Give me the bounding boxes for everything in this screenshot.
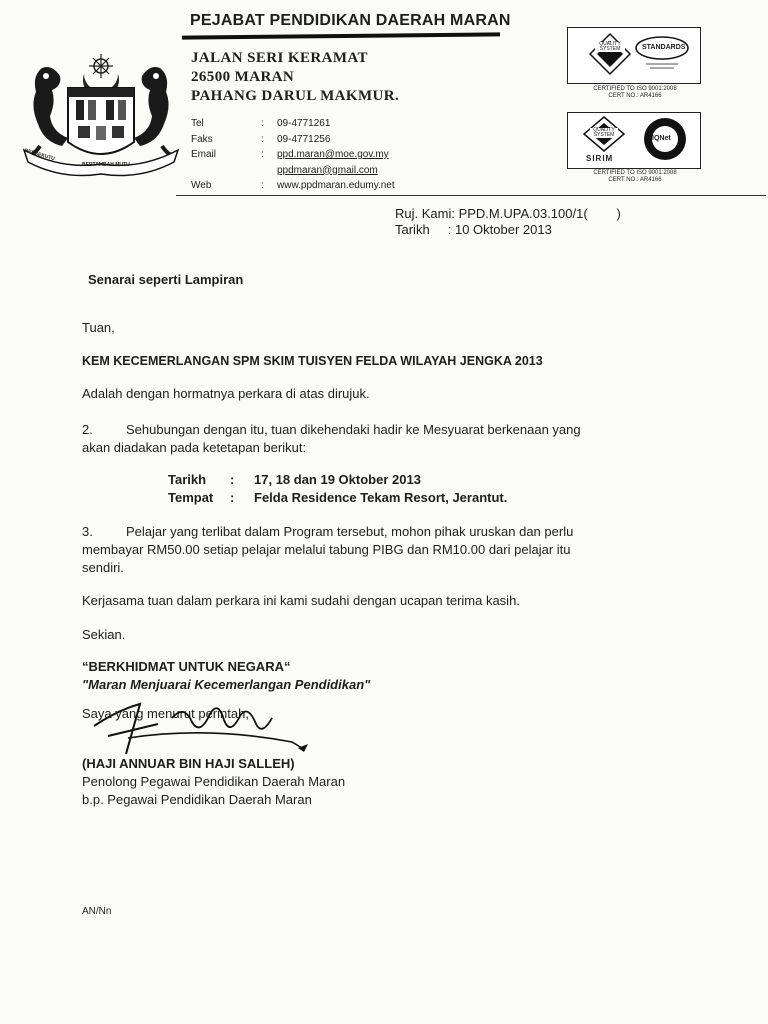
meeting-date-value: 17, 18 dan 19 Oktober 2013 <box>254 472 421 487</box>
badge-right-text: STANDARDS <box>642 44 686 51</box>
office-name: PEJABAT PENDIDIKAN DAERAH MARAN <box>190 12 511 29</box>
cert-badge-iqnet <box>567 112 701 169</box>
crest-ribbon-right-text: BERTAMBAH MUTU <box>82 162 130 168</box>
paragraph-3-line-3: sendiri. <box>82 560 124 575</box>
contact-label: Email <box>191 149 217 160</box>
signatory-title-2: b.p. Pegawai Pendidikan Daerah Maran <box>82 792 312 807</box>
subject-line: KEM KECEMERLANGAN SPM SKIM TUISYEN FELDA WILAYAH JENGKA 2013 <box>82 354 543 368</box>
badge-left-text: QUALITY SYSTEM <box>595 42 625 52</box>
closing: Sekian. <box>82 627 126 642</box>
motto-2: "Maran Menjuarai Kecemerlangan Pendidikan" <box>82 677 371 692</box>
quality-system-diamond-icon <box>588 32 632 76</box>
contact-value: 09-4771261 <box>277 118 331 129</box>
paragraph-3-line-2: membayar RM50.00 setiap pelajar melalui tabung PIBG dan RM10.00 dari pelajar itu <box>82 542 571 557</box>
badge-right-text: IQNet <box>652 135 671 142</box>
motto-1: “BERKHIDMAT UNTUK NEGARA“ <box>82 659 291 674</box>
contact-label: Faks <box>191 133 213 145</box>
paragraph-2-number: 2. <box>82 422 93 437</box>
paragraph-1: Adalah dengan hormatnya perkara di atas dirujuk. <box>82 386 370 401</box>
signatory-title-1: Penolong Pegawai Pendidikan Daerah Maran <box>82 774 346 789</box>
contact-email-2 <box>191 163 395 179</box>
cert2-number: CERT NO.: AR4166 <box>608 177 662 183</box>
signatory-name: (HAJI ANNUAR BIN HAJI SALLEH) <box>82 756 295 771</box>
signature-scribble <box>88 696 318 758</box>
badge-left-subtext: SIRIM <box>586 154 614 163</box>
standards-oval-icon <box>634 34 690 74</box>
meeting-venue-row: Tempat : Felda Residence Tekam Resort, Jerantut. <box>168 490 508 505</box>
paragraph-2-line-1: Sehubungan dengan itu, tuan dikehendaki hadir ke Mesyuarat berkenaan yang <box>126 422 581 437</box>
contact-label: Web <box>191 180 212 191</box>
paragraph-3-line-1: Pelajar yang terlibat dalam Program tersebut, mohon pihak uruskan dan perlu <box>126 524 574 539</box>
sign-intro: Saya yang menurut perintah, <box>82 706 249 721</box>
salutation: Tuan, <box>82 320 115 335</box>
address-line-3: PAHANG DARUL MAKMUR. <box>191 88 400 104</box>
cert1-caption: CERTIFIED TO ISO 9001:2008 <box>593 86 677 92</box>
coat-of-arms-logo <box>22 46 180 181</box>
cert2-caption: CERTIFIED TO ISO 9001:2008 <box>593 170 677 176</box>
paragraph-2-line-2: akan diadakan pada ketetapan berikut: <box>82 440 307 455</box>
reference-number: Ruj. Kami: PPD.M.UPA.03.100/1( ) <box>395 206 621 221</box>
contact-tel: Tel : 09-4771261 <box>191 116 395 132</box>
contact-fax: Faks : 09-4771256 <box>191 132 395 148</box>
contact-web: Web : www.ppdmaran.edumy.net <box>191 178 395 194</box>
meeting-venue-label: Tempat <box>168 490 214 505</box>
badge-left-text: QUALITY SYSTEM <box>590 128 618 138</box>
contact-value: 09-4771256 <box>277 133 331 145</box>
email-link-2[interactable]: ppdmaran@gmail.com <box>277 164 378 176</box>
web-link[interactable]: www.ppdmaran.edumy.net <box>277 180 395 191</box>
crest-ribbon-left-text: BERSEKUTU <box>23 147 56 163</box>
cert1-number: CERT NO.: AR4166 <box>608 93 662 99</box>
address-line-2: 26500 MARAN <box>191 69 295 85</box>
meeting-date-row: Tarikh : 17, 18 dan 19 Oktober 2013 <box>168 472 421 487</box>
paragraph-4: Kerjasama tuan dalam perkara ini kami sudahi dengan ucapan terima kasih. <box>82 593 520 608</box>
contact-block <box>191 116 395 194</box>
address-line-1: JALAN SERI KERAMAT <box>191 50 368 66</box>
contact-label <box>191 163 261 179</box>
header-divider <box>176 195 766 196</box>
meeting-venue-value: Felda Residence Tekam Resort, Jerantut. <box>254 490 508 505</box>
contact-label: Tel <box>191 118 204 129</box>
reference-initials: AN/Nn <box>82 906 112 917</box>
office-name-underline <box>182 32 500 39</box>
meeting-date-label: Tarikh <box>168 472 207 487</box>
recipient: Senarai seperti Lampiran <box>88 272 244 287</box>
reference-date: Tarikh : 10 Oktober 2013 <box>395 222 552 237</box>
paragraph-3-number: 3. <box>82 524 93 539</box>
contact-email: Email : ppd.maran@moe.gov.my <box>191 147 395 163</box>
cert-badge-standards <box>567 27 701 84</box>
email-link-1[interactable]: ppd.maran@moe.gov.my <box>277 149 389 160</box>
